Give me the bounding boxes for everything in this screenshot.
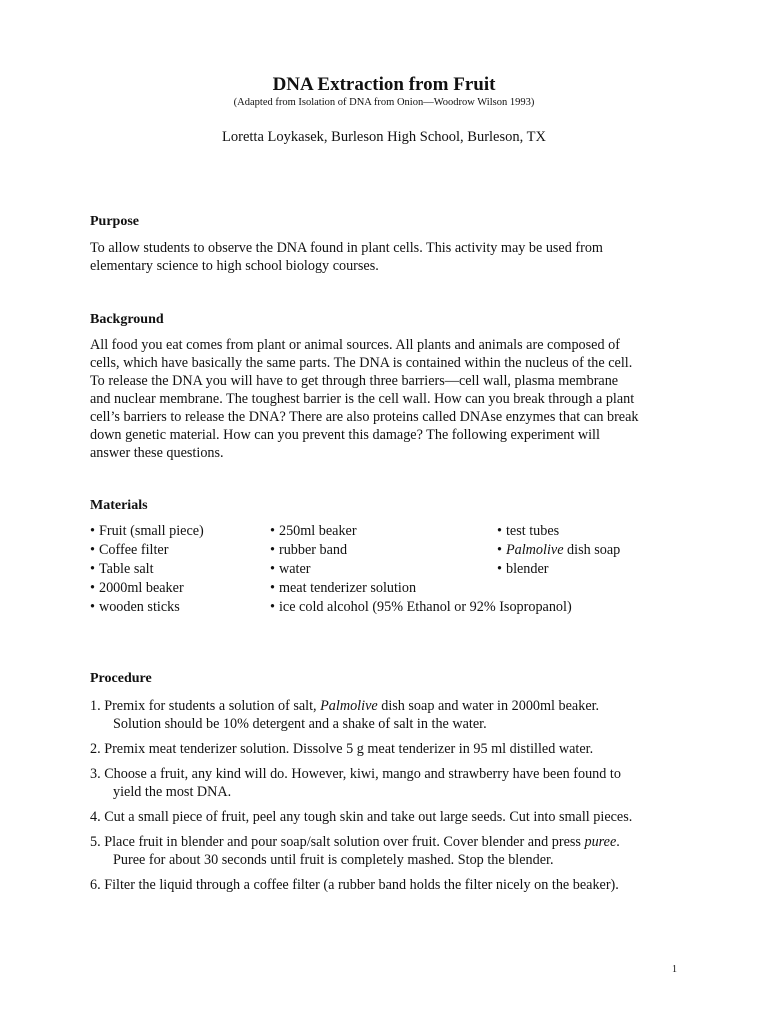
brand-name: Palmolive bbox=[505, 542, 564, 558]
material-item: • Coffee filter bbox=[90, 542, 169, 558]
background-line: To release the DNA you will have to get through three barriers—cell wall, plasma membrane bbox=[90, 373, 619, 389]
material-item: • 250ml beaker bbox=[270, 523, 357, 539]
procedure-step-4: 4. Cut a small piece of fruit, peel any tough skin and take out large seeds. Cut into small pieces. bbox=[90, 809, 633, 825]
background-line: cell’s barriers to release the DNA? There are also proteins called DNAse enzymes that can break bbox=[90, 409, 639, 425]
material-item: • test tubes bbox=[497, 523, 560, 539]
material-item: • Fruit (small piece) bbox=[90, 523, 204, 539]
materials-heading: Materials bbox=[90, 498, 148, 513]
author-line: Loretta Loykasek, Burleson High School, Burleson, TX bbox=[222, 129, 546, 145]
material-item: • rubber band bbox=[270, 542, 348, 558]
procedure-step-3: 3. Choose a fruit, any kind will do. However, kiwi, mango and strawberry have been found to yield the most DNA. bbox=[90, 766, 621, 800]
procedure-step-5: 5. Place fruit in blender and pour soap/salt solution over fruit. Cover blender and press puree. Puree for about 30 seconds until fruit is completely mashed. Stop the blender. bbox=[90, 834, 620, 868]
bullet-icon: • bbox=[270, 580, 275, 596]
bullet-icon: • bbox=[270, 542, 275, 558]
materials-column-1 bbox=[90, 522, 204, 617]
material-item: • ice cold alcohol (95% Ethanol or 92% Isopropanol) bbox=[270, 599, 572, 615]
background-line: cells, which have basically the same parts. The DNA is contained within the nucleus of the cell. bbox=[90, 355, 633, 371]
background-line: down genetic material. How can you prevent this damage? The following experiment will bbox=[90, 427, 600, 443]
materials-column-3 bbox=[497, 522, 620, 579]
bullet-icon: • bbox=[497, 523, 502, 539]
bullet-icon: • bbox=[90, 599, 95, 615]
material-item: • Table salt bbox=[90, 561, 154, 577]
procedure-list bbox=[90, 697, 690, 901]
material-item: • Palmolive dish soap bbox=[497, 542, 621, 558]
material-item: • water bbox=[270, 561, 311, 577]
bullet-icon: • bbox=[497, 542, 502, 558]
bullet-icon: • bbox=[270, 523, 275, 539]
bullet-icon: • bbox=[90, 523, 95, 539]
background-line: answer these questions. bbox=[90, 445, 224, 461]
purpose-heading: Purpose bbox=[90, 214, 139, 229]
material-item: • wooden sticks bbox=[90, 599, 180, 615]
bullet-icon: • bbox=[90, 580, 95, 596]
procedure-step-2: 2. Premix meat tenderizer solution. Dissolve 5 g meat tenderizer in 95 ml distilled water. bbox=[90, 741, 594, 757]
background-heading: Background bbox=[90, 312, 164, 327]
material-item: • blender bbox=[497, 561, 549, 577]
brand-name: Palmolive bbox=[320, 698, 378, 714]
document-subtitle: (Adapted from Isolation of DNA from Onion—Woodrow Wilson 1993) bbox=[233, 97, 535, 108]
bullet-icon: • bbox=[90, 561, 95, 577]
bullet-icon: • bbox=[270, 561, 275, 577]
bullet-icon: • bbox=[270, 599, 275, 615]
procedure-heading: Procedure bbox=[90, 671, 152, 686]
background-paragraph bbox=[90, 336, 690, 462]
purpose-line: To allow students to observe the DNA found in plant cells. This activity may be used from bbox=[90, 240, 603, 256]
background-line: and nuclear membrane. The toughest barrier is the cell wall. How can you break through a plant bbox=[90, 391, 635, 407]
document-title: DNA Extraction from Fruit bbox=[272, 74, 496, 95]
page-number: 1 bbox=[672, 964, 677, 975]
background-line: All food you eat comes from plant or animal sources. All plants and animals are composed of bbox=[90, 337, 620, 353]
purpose-line: elementary science to high school biology courses. bbox=[90, 258, 379, 274]
procedure-step-6: 6. Filter the liquid through a coffee filter (a rubber band holds the filter nicely on the beaker). bbox=[90, 877, 619, 893]
procedure-step-1: 1. Premix for students a solution of salt, Palmolive dish soap and water in 2000ml beaker. Solution should be 10% detergent and a shake of salt in the water. bbox=[90, 698, 600, 732]
material-item: • 2000ml beaker bbox=[90, 580, 184, 596]
material-item: • meat tenderizer solution bbox=[270, 580, 417, 596]
bullet-icon: • bbox=[497, 561, 502, 577]
purpose-paragraph bbox=[90, 239, 690, 275]
bullet-icon: • bbox=[90, 542, 95, 558]
